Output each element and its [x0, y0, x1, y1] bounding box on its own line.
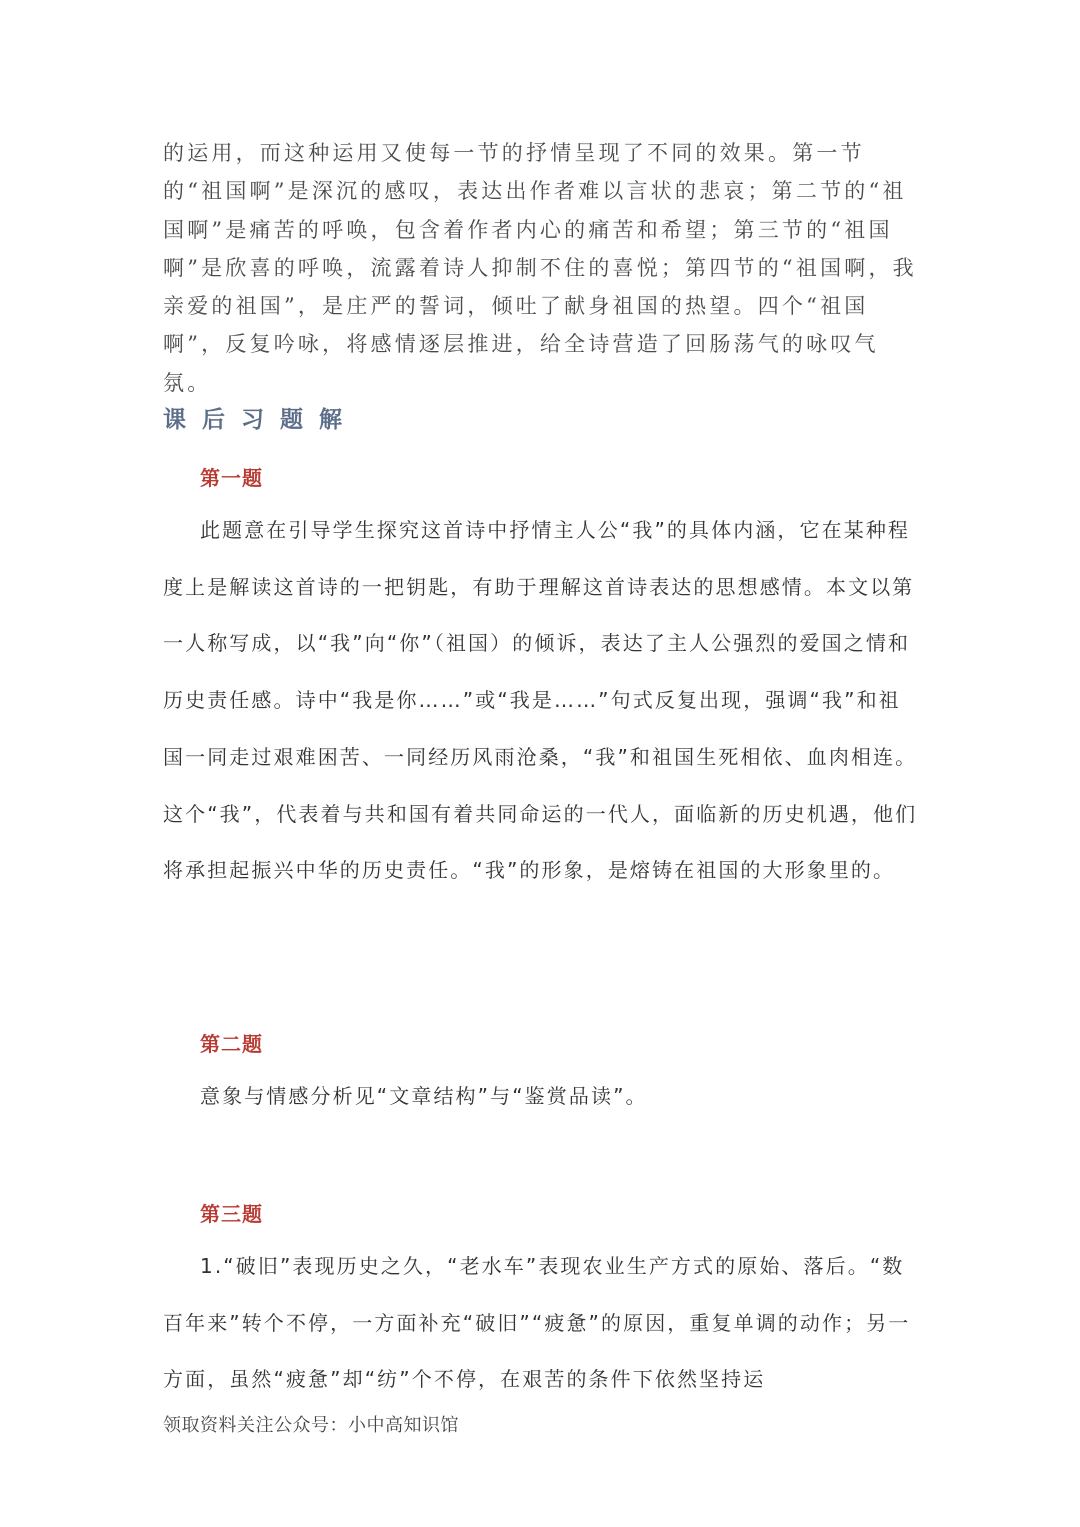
question-2-heading: 第二题 — [200, 1032, 263, 1056]
footer-note: 领取资料关注公众号：小中高知识馆 — [163, 1415, 459, 1436]
question-1-heading: 第一题 — [200, 466, 263, 490]
question-2-body: 意象与情感分析见“文章结构”与“鉴赏品读”。 — [200, 1084, 648, 1108]
question-3-body: 1.“破旧”表现历史之久，“老水车”表现农业生产方式的原始、落后。“数百年来”转个不停，一方面补充“破旧”“疲惫”的原因，重复单调的动作；另一方面，虽然“疲惫”却“纺”个不停，在艰苦的条件下依然坚持运 — [163, 1254, 911, 1392]
intro-paragraph: 的运用，而这种运用又使每一节的抒情呈现了不同的效果。第一节的“祖国啊”是深沉的感叹，表达出作者难以言状的悲哀；第二节的“祖国啊”是痛苦的呼唤，包含着作者内心的痛苦和希望；第三节的“祖国啊”是欣喜的呼唤，流露着诗人抑制不住的喜悦；第四节的“祖国啊，我亲爱的祖国”，是庄严的誓词，倾吐了献身祖国的热望。四个“祖国啊”，反复吟咏，将感情逐层推进，给全诗营造了回肠荡气的咏叹气氛。 — [163, 141, 917, 395]
section-heading: 课后习题解 — [163, 407, 358, 433]
question-3-heading: 第三题 — [200, 1202, 263, 1226]
question-1-body: 此题意在引导学生探究这首诗中抒情主人公“我”的具体内涵，它在某种程度上是解读这首诗的一把钥匙，有助于理解这首诗表达的思想感情。本文以第一人称写成，以“我”向“你”（祖国）的倾诉，表达了主人公强烈的爱国之情和历史责任感。诗中“我是你……”或“我是……”句式反复出现，强调“我”和祖国一同走过艰难困苦、一同经历风雨沧桑，“我”和祖国生死相依、血肉相连。这个“我”，代表着与共和国有着共同命运的一代人，面临新的历史机遇，他们将承担起振兴中华的历史责任。“我”的形象，是熔铸在祖国的大形象里的。 — [163, 518, 918, 883]
